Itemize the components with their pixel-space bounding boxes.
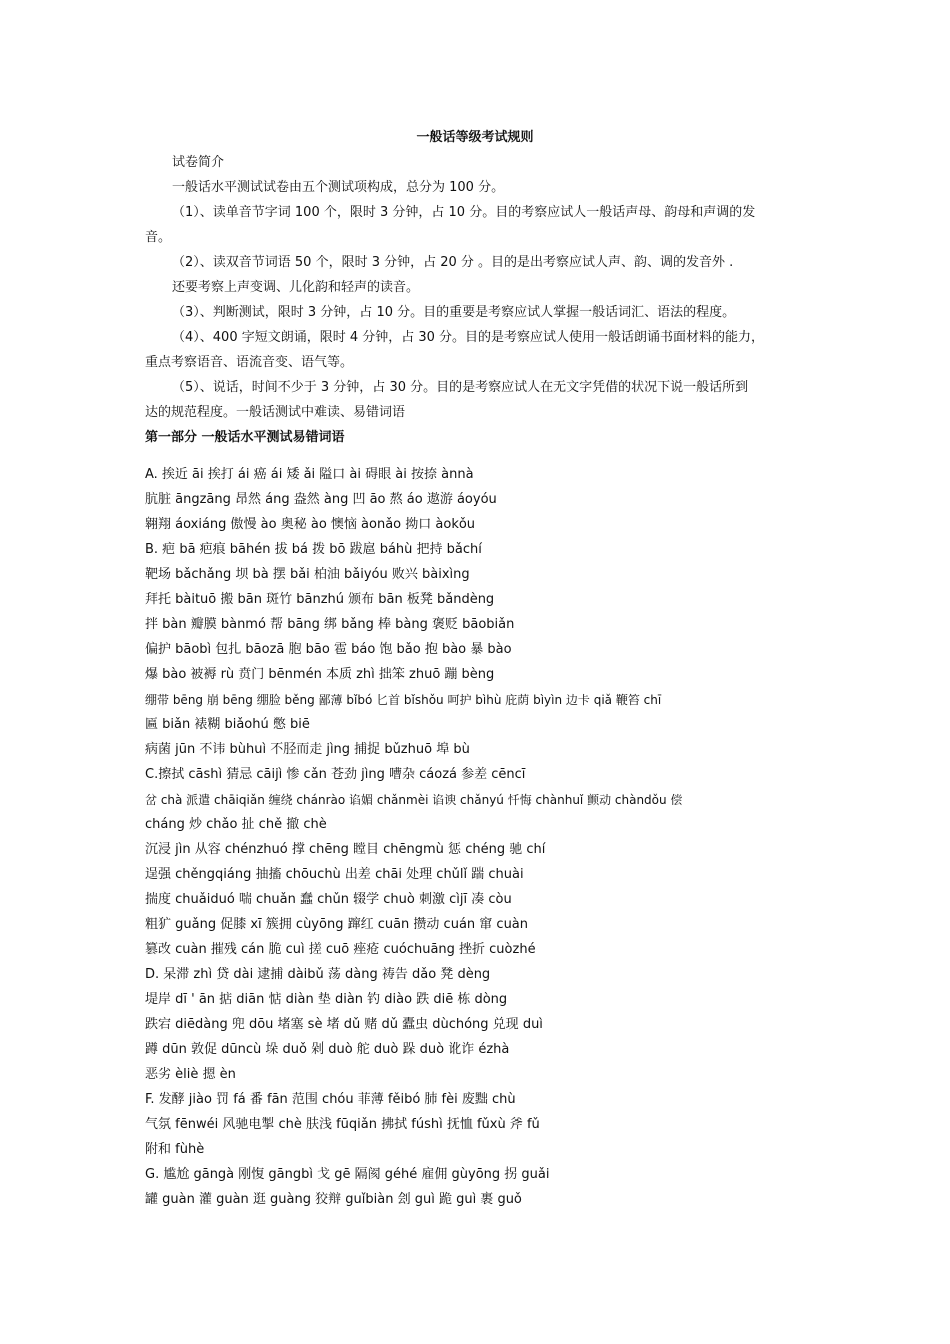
word-entry-line: 绷带 bēng 崩 bēng 绷脸 běng 鄙薄 bǐbó 匕首 bǐshǒu 呵护 bìhù 庇荫 bìyìn 边卡 qiǎ 鞭笞 chī (145, 693, 662, 707)
word-entry-line: 堤岸 dī ' ān 掂 diān 惦 diàn 垫 diàn 钓 diào 跌 diē 栋 dòng (145, 992, 508, 1007)
intro-line: 一般话水平测试试卷由五个测试项构成，总分为 100 分。 (172, 180, 505, 195)
intro-line: （2）、读双音节词语 50 个，限时 3 分钟，占 20 分 。目的是出考察应试人声、韵、调的发音外 . (172, 255, 734, 270)
intro-line: 试卷简介 (172, 155, 225, 170)
intro-line: 音。 (145, 230, 172, 245)
word-entry-line: 逞强 chěngqiáng 抽搐 chōuchù 出差 chāi 处理 chǔlǐ 踹 chuài (145, 867, 524, 882)
word-entry-line: 偏护 bāobì 包扎 bāozā 胞 bāo 雹 báo 饱 bǎo 抱 bào 暴 bào (145, 642, 512, 657)
intro-line: （3）、判断测试，限时 3 分钟，占 10 分。目的重要是考察应试人掌握一般话词汇、语法的程度。 (172, 305, 736, 320)
word-entry-line: 揣度 chuǎiduó 喘 chuǎn 蠢 chǔn 辍学 chuò 刺激 cìjī 凑 còu (145, 892, 512, 907)
word-entry-line: B. 疤 bā 疤痕 bāhén 拔 bá 拨 bō 跋扈 báhù 把持 bǎchí (145, 542, 482, 557)
intro-line: （4）、400 字短文朗诵，限时 4 分钟，占 30 分。目的是考察应试人使用一般话朗诵书面材料的能力， (172, 330, 765, 345)
word-entry-line: cháng 炒 chǎo 扯 chě 撤 chè (145, 817, 327, 832)
word-entry-line: 粗犷 guǎng 促膝 xī 簇拥 cùyōng 蹿红 cuān 攒动 cuán 窜 cuàn (145, 917, 529, 932)
word-entry-line: 肮脏 āngzāng 昂然 áng 盎然 àng 凹 āo 熬 áo 遨游 áoyóu (145, 492, 497, 507)
word-entry-line: F. 发酵 jiào 罚 fá 番 fān 范围 chóu 菲薄 fěibó 肺 fèi 废黜 chù (145, 1092, 516, 1107)
word-entry-line: 恶劣 èliè 摁 èn (145, 1067, 236, 1082)
word-entry-line: G. 尴尬 gāngà 刚愎 gāngbì 戈 gē 隔阂 géhé 雇佣 gùyōng 拐 guǎi (145, 1167, 550, 1182)
word-entry-line: 附和 fùhè (145, 1142, 205, 1157)
word-entry-line: 拜托 bàituō 搬 bān 斑竹 bānzhú 颁布 bān 板凳 bǎndèng (145, 592, 495, 607)
word-entry-line: 病菌 jūn 不讳 bùhuì 不胫而走 jìng 捕捉 bǔzhuō 埠 bù (145, 742, 470, 757)
word-entry-line: 匾 biǎn 裱糊 biǎohú 憋 biē (145, 717, 310, 732)
word-entry-line: 蹲 dūn 敦促 dūncù 垛 duǒ 剁 duò 舵 duò 跺 duò 讹诈 ézhà (145, 1042, 510, 1057)
word-entry-line: 翱翔 áoxiáng 傲慢 ào 奥秘 ào 懊恼 àonǎo 拗口 àokǒu (145, 517, 476, 532)
word-entry-line: 气氛 fēnwéi 风驰电掣 chè 肤浅 fūqiǎn 拂拭 fúshì 抚恤 fǔxù 斧 fǔ (145, 1117, 540, 1132)
document-title: 一般话等级考试规则 (416, 130, 534, 145)
intro-line: （1）、读单音节字词 100 个，限时 3 分钟，占 10 分。目的考察应试人一般话声母、韵母和声调的发 (172, 205, 756, 220)
word-entry-line: A. 挨近 āi 挨打 ái 癌 ái 矮 ǎi 隘口 ài 碍眼 ài 按捺 ànnà (145, 467, 474, 482)
word-entry-line: 罐 guàn 灌 guàn 逛 guàng 狡辩 guǐbiàn 刽 guì 跪 guì 裹 guǒ (145, 1192, 522, 1207)
word-entry-line: 爆 bào 被褥 rù 贲门 bēnmén 本质 zhì 拙笨 zhuō 蹦 bèng (145, 667, 495, 682)
word-entry-line: 靶场 bǎchǎng 坝 bà 摆 bǎi 柏油 bǎiyóu 败兴 bàixìng (145, 567, 470, 582)
section-heading: 第一部分 一般话水平测试易错词语 (145, 430, 345, 445)
word-entry-line: 篡改 cuàn 摧残 cán 脆 cuì 搓 cuō 痤疮 cuóchuāng 挫折 cuòzhé (145, 942, 536, 957)
intro-line: 重点考察语音、语流音变、语气等。 (145, 355, 354, 370)
word-entry-line: 沉浸 jìn 从容 chénzhuó 撑 chēng 瞠目 chēngmù 惩 chéng 驰 chí (145, 842, 546, 857)
word-entry-line: 岔 chà 派遣 chāiqiǎn 缠绕 chánrào 谄媚 chǎnmèi 谄谀 chǎnyú 忏悔 chànhuǐ 颤动 chàndǒu 偿 (145, 793, 683, 807)
word-entry-line: D. 呆滞 zhì 贷 dài 逮捕 dàibǔ 荡 dàng 祷告 dǎo 凳 dèng (145, 967, 491, 982)
intro-line: （5）、说话，时间不少于 3 分钟，占 30 分。目的是考察应试人在无文字凭借的状况下说一般话所到 (172, 380, 749, 395)
word-entry-line: C.擦拭 cāshì 猜忌 cāijì 惨 cǎn 苍劲 jìng 嘈杂 cáozá 参差 cēncī (145, 767, 526, 782)
word-entry-line: 拌 bàn 瓣膜 bànmó 帮 bāng 绑 bǎng 棒 bàng 褒贬 bāobiǎn (145, 617, 515, 632)
intro-line: 还要考察上声变调、儿化韵和轻声的读音。 (172, 280, 420, 295)
word-entry-line: 跌宕 diēdàng 兜 dōu 堵塞 sè 堵 dǔ 赌 dǔ 蠹虫 dùchóng 兑现 duì (145, 1017, 543, 1032)
intro-line: 达的规范程度。一般话测试中难读、易错词语 (145, 405, 406, 420)
